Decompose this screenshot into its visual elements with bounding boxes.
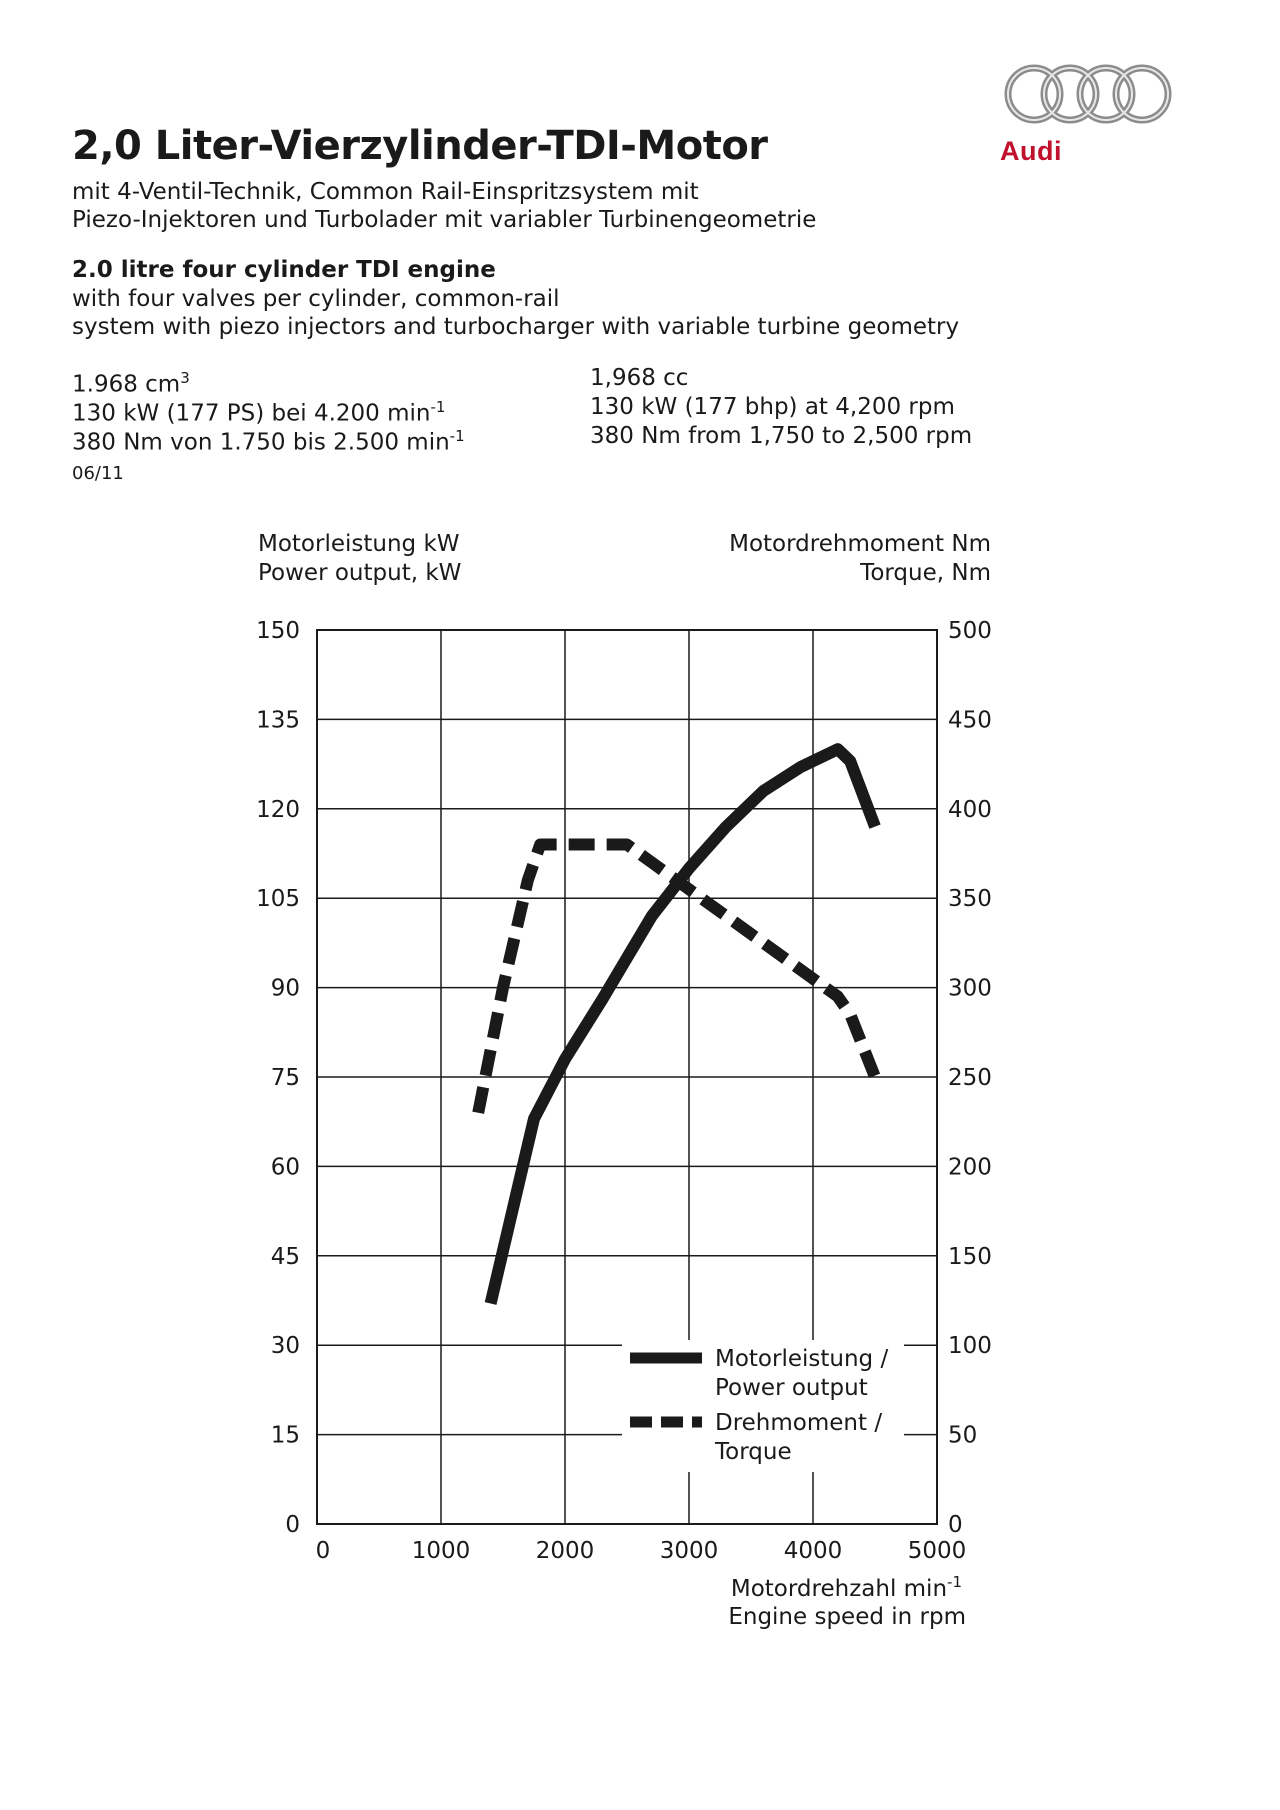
y-right-tick-label: 300 (948, 975, 992, 1002)
y-right-tick-label: 200 (948, 1154, 992, 1181)
y-right-tick-label: 150 (948, 1243, 992, 1270)
y-right-axis-label: Torque, Nm (860, 560, 991, 586)
x-tick-label: 3000 (659, 1538, 719, 1564)
x-tick-label: 5000 (907, 1538, 967, 1564)
legend-label: Torque (715, 1439, 792, 1465)
y-left-tick-label: 150 (256, 618, 300, 644)
y-right-tick-label: 100 (948, 1333, 992, 1360)
subtitle-line-2: Piezo-Injektoren und Turbolader mit variabler Turbinengeometrie (72, 207, 817, 233)
y-right-axis-label: Motordrehmoment Nm (729, 531, 991, 557)
y-left-tick-label: 15 (270, 1422, 300, 1449)
y-right-tick-label: 500 (948, 618, 992, 644)
x-tick-label: 0 (315, 1538, 331, 1564)
y-left-axis-label: Motorleistung kW (258, 531, 460, 557)
power-curve (491, 749, 875, 1303)
spec-power-en: 130 kW (177 bhp) at 4,200 rpm (590, 394, 955, 420)
spec-torque-en: 380 Nm from 1,750 to 2,500 rpm (590, 423, 973, 449)
page-title: 2,0 Liter-Vierzylinder-TDI-Motor (72, 123, 768, 169)
torque-curve (478, 845, 875, 1113)
legend-label: Drehmoment / (715, 1410, 883, 1436)
x-axis-label: Motordrehzahl $\min^{-1}$ (730, 1573, 962, 1602)
y-right-tick-label: 400 (948, 796, 992, 823)
y-right-tick-label: 450 (948, 707, 992, 734)
y-right-tick-label: 0 (948, 1512, 963, 1538)
x-tick-label: 2000 (535, 1538, 595, 1564)
y-right-tick-label: 50 (948, 1422, 978, 1449)
spec-displacement-en: 1,968 cc (590, 365, 689, 391)
y-left-tick-label: 45 (270, 1243, 300, 1270)
y-left-tick-label: 60 (270, 1154, 300, 1181)
y-left-tick-label: 75 (270, 1065, 300, 1091)
english-line-2: system with piezo injectors and turbocharger with variable turbine geometry (72, 314, 960, 340)
spec-torque-de: 380 Nm von 1.750 bis 2.500 $\min^{-1}$ (72, 427, 465, 456)
english-line-1: with four valves per cylinder, common-rail (72, 286, 560, 312)
legend-label: Motorleistung / (715, 1346, 889, 1372)
y-left-axis-label: Power output, kW (258, 560, 462, 586)
y-left-tick-label: 0 (285, 1512, 300, 1538)
brand-name: Audi (1000, 136, 1062, 166)
y-left-tick-label: 90 (270, 975, 300, 1002)
y-right-tick-label: 250 (948, 1065, 992, 1091)
spec-power-de: 130 kW (177 PS) bei 4.200 $\min^{-1}$ (72, 398, 446, 427)
english-title: 2.0 litre four cylinder TDI engine (72, 257, 496, 283)
x-tick-label: 1000 (411, 1538, 471, 1564)
x-axis-label: Engine speed in rpm (728, 1604, 966, 1630)
chart-curves (478, 749, 875, 1303)
y-left-tick-label: 30 (270, 1333, 300, 1360)
chart-legend (622, 1340, 904, 1472)
y-left-tick-label: 120 (256, 796, 300, 823)
y-left-tick-label: 135 (256, 707, 300, 734)
spec-displacement-de: 1.968 $cm^3$ (72, 369, 190, 398)
date-code: 06/11 (72, 463, 124, 484)
legend-label: Power output (715, 1375, 868, 1401)
y-right-tick-label: 350 (948, 886, 992, 913)
y-left-tick-label: 105 (256, 886, 300, 913)
subtitle-line-1: mit 4-Ventil-Technik, Common Rail-Einspritzsystem mit (72, 179, 699, 205)
x-tick-label: 4000 (783, 1538, 843, 1564)
